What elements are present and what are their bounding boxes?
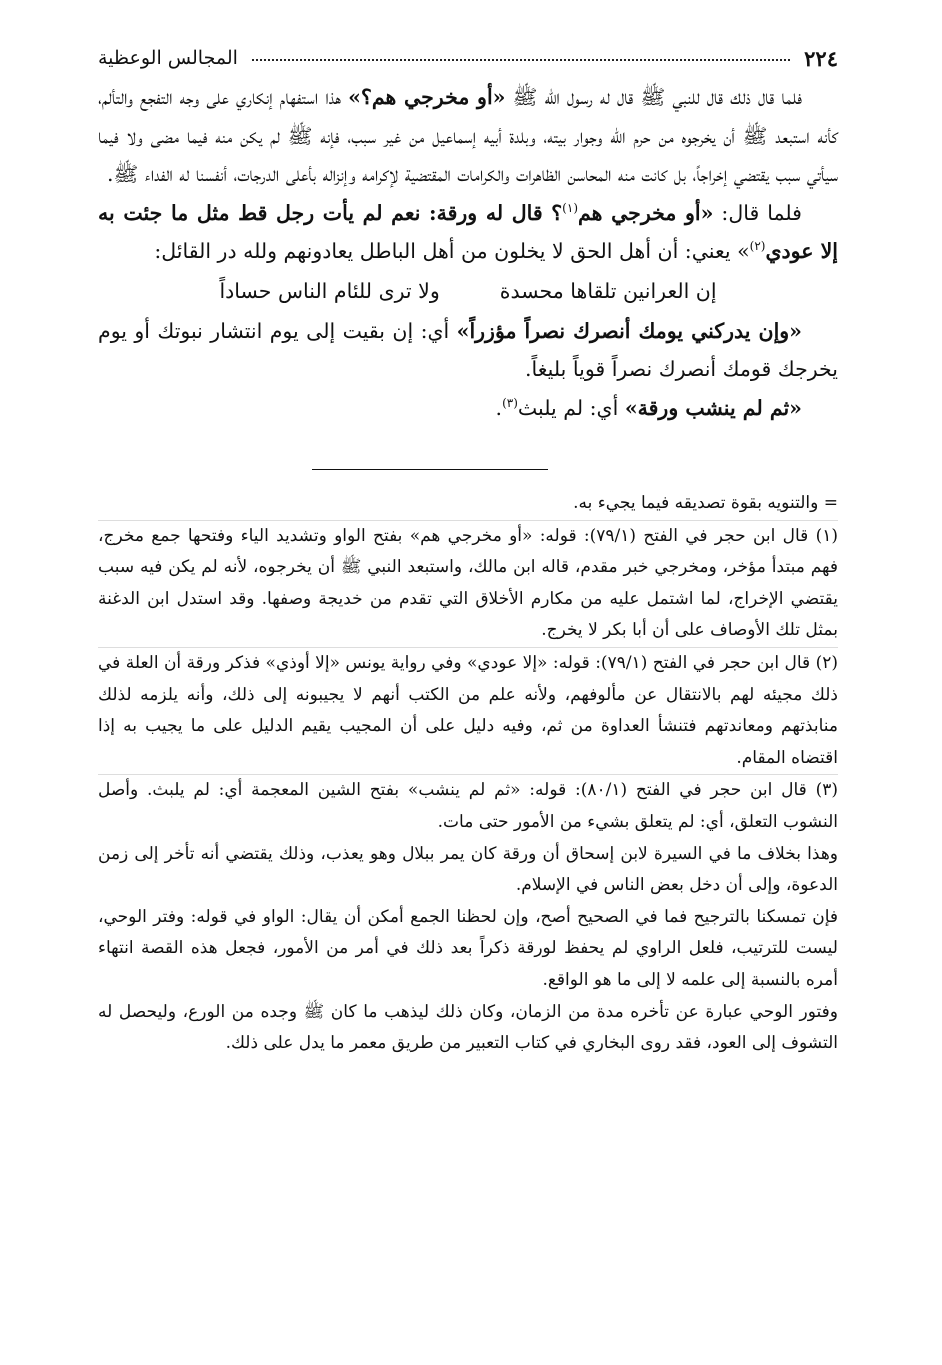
hadith-quote-2: «أو مخرجي هم	[578, 200, 714, 225]
book-page	[98, 40, 838, 1060]
paragraph-1	[98, 78, 838, 194]
hadith-quote-4: «وإن يدركني يومك أنصرك نصراً مؤزراً»	[456, 318, 802, 343]
paragraph-2-text-c: » يعني: أن أهل الحق لا يخلون من أهل الباطل يعادونهم ولله در القائل:	[154, 239, 750, 263]
paragraph-2	[98, 194, 838, 271]
footnote-3	[98, 775, 838, 1059]
paragraph-3-text-b: أي: إن بقيت إلى يوم انتشار نبوتك أو يوم يخرجك قومك أنصرك نصراً قوياً بليغاً.	[98, 318, 838, 381]
paragraph-3	[98, 312, 838, 389]
footnote-continuation	[98, 488, 838, 521]
hadith-quote-1: «أو مخرجي هم؟»	[348, 85, 506, 109]
paragraph-1-text-b: هذا استفهام إنكاري على وجه التفجع والتألم، كأنه استبعد ﷺ أن يخرجوه من حرم الله وجوار بيته، وبلدة أبيه إسماعيل من غير سبب، فإنه ﷺ لم يكن منه فيما مضى ولا فيما سيأتي سبب يقتضي إخراجاً، بل كانت منه المحاسن الظاهرات والكرامات المقتضية لإكرامه وإنزاله بأعلى الدرجات، أنفسنا له الفداء ﷺ.	[98, 85, 838, 186]
paragraph-4-text-b: أي: لم يلبث	[517, 395, 625, 420]
footnote-1	[98, 521, 838, 648]
footnotes	[98, 488, 838, 1060]
main-text	[98, 78, 838, 427]
footnote-continuation-text: = والتنويه بقوة تصديقه فيما يجيء به.	[573, 493, 838, 513]
poem-hemistich-1: إن العرانين تلقاها محسدة	[499, 278, 717, 303]
footnote-ref-2: (٢)	[749, 239, 766, 254]
hadith-quote-3: ؟ قال له ورقة: نعم لم يأت رجل قط مثل ما جئت به إلا عودي	[98, 200, 838, 263]
footnote-3-text-d: وفتور الوحي عبارة عن تأخره مدة من الزمان، وكان ذلك ليذهب ما كان ﷺ وجده من الورع، وليحصل له التشوف إلى العود، فقد روى البخاري في كتاب التعبير من طريق معمر ما يدل على ذلك.	[98, 1001, 838, 1054]
paragraph-2-text-a: فلما قال:	[713, 200, 802, 225]
running-head	[98, 40, 838, 76]
paragraph-1-text-a: فلما قال ذلك قال للنبي ﷺ قال له رسول الله ﷺ	[505, 85, 802, 109]
footnote-ref-1: (١)	[562, 200, 578, 215]
footnote-2-text: (٢) قال ابن حجر في الفتح (٧٩/١): قوله: «إلا عودي» وفي رواية يونس «إلا أوذي» فذكر ورقة أن العلة في ذلك مجيئه لهم بالانتقال عن مألوفهم، ولأنه علم من الكتب أنهم لا يجيبونه إلى ذلك، وأنه يلزمه لذلك منابذتهم ومعاندتهم فتنشأ العداوة من ثم، وفيه دليل على أن المجيب يقيم الدليل على ما يجيب به إذا اقتضاه المقام.	[98, 652, 838, 768]
footnote-2	[98, 648, 838, 775]
poem-verse	[98, 272, 838, 310]
header-dotted-rule	[252, 59, 790, 61]
paragraph-4	[98, 389, 838, 428]
hadith-quote-5: «ثم لم ينشب ورقة»	[624, 395, 802, 420]
footnote-separator	[312, 469, 548, 470]
book-title: المجالس الوعظية	[98, 47, 238, 69]
footnote-3-text-c: فإن تمسكنا بالترجيح فما في الصحيح أصح، وإن لحظنا الجمع أمكن أن يقال: الواو في قوله: وفتر الوحي، ليست للترتيب، فلعل الراوي لم يحفظ لورقة ذكراً بعد ذلك في أمر من الأمور، فجعل هذه القصة انتهاء أمره بالنسبة إلى علمه لا إلى ما هو الواقع.	[98, 906, 838, 990]
footnote-ref-3: (٣)	[502, 395, 518, 410]
footnote-3-text-b: وهذا بخلاف ما في السيرة لابن إسحاق أن ورقة كان يمر ببلال وهو يعذب، وذلك يقتضي أنه تأخر إلى زمن الدعوة، وإلى أن دخل بعض الناس في الإسلام.	[98, 843, 838, 896]
footnote-1-text: (١) قال ابن حجر في الفتح (٧٩/١): قوله: «أو مخرجي هم» بفتح الواو وتشديد الياء وفتحها جمع مخرج، فهم مبتدأ مؤخر، ومخرجي خبر مقدم، قاله ابن مالك، واستبعد النبي ﷺ أن يخرجوه، لأنه لم يكن فيه سبب يقتضي الإخراج، لما اشتمل عليه من مكارم الأخلاق التي تقدم من خديجة وصفها. وقد استدل ابن الدغنة بمثل تلك الأوصاف على أن أبا بكر لا يخرج.	[98, 525, 838, 641]
poem-hemistich-2: ولا ترى للئام الناس حساداً	[219, 278, 440, 303]
paragraph-4-text-c: .	[495, 395, 503, 420]
page-number: ٢٢٤	[804, 45, 838, 71]
footnote-3-text-a: (٣) قال ابن حجر في الفتح (٨٠/١): قوله: «ثم لم ينشب» بفتح الشين المعجمة أي: لم يلبث. وأصل النشوب التعلق، أي: لم يتعلق بشيء من الأمور حتى مات.	[98, 780, 838, 832]
